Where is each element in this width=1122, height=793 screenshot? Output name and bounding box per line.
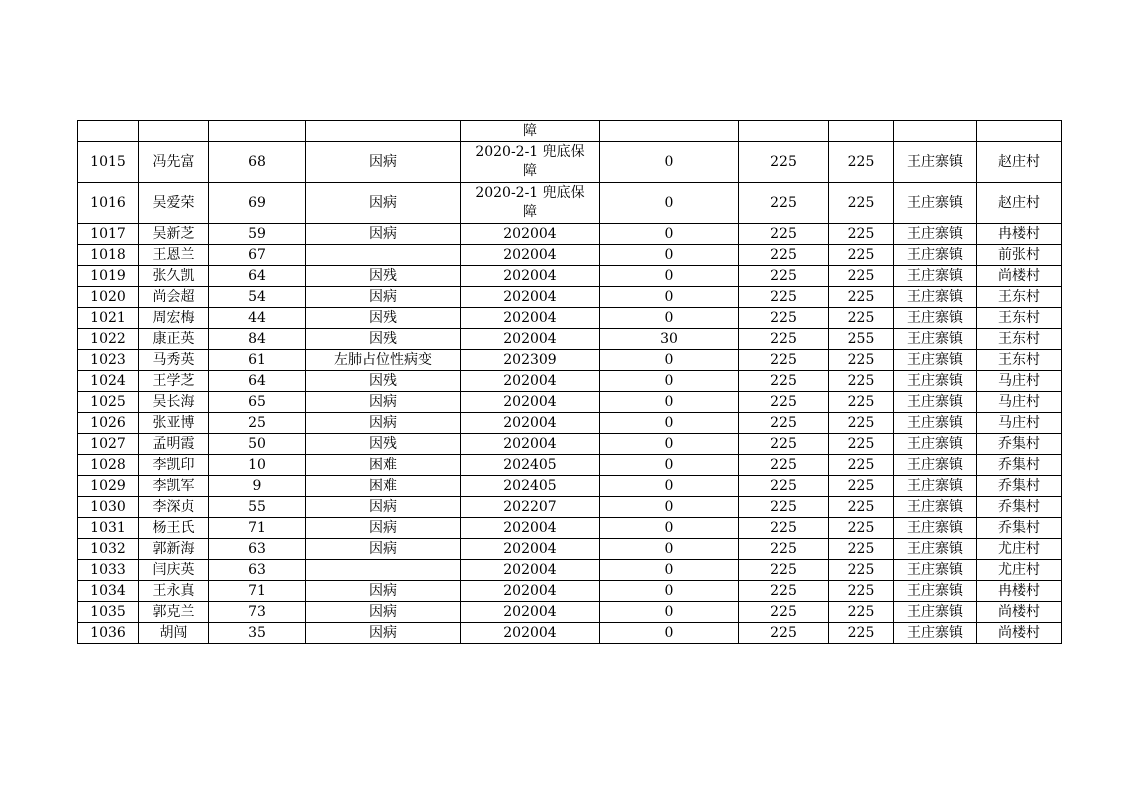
cell-total: 225	[829, 434, 894, 455]
cell-total: 225	[829, 224, 894, 245]
cell-name: 李深贞	[139, 497, 209, 518]
cell-town: 王庄寨镇	[894, 602, 977, 623]
cell-town: 王庄寨镇	[894, 308, 977, 329]
cell-reason	[306, 560, 461, 581]
cell-id: 1035	[78, 602, 139, 623]
cell-name: 马秀英	[139, 350, 209, 371]
cell-start	[461, 183, 600, 224]
cell-name: 王永真	[139, 581, 209, 602]
cell-base: 225	[739, 434, 829, 455]
cell-town: 王庄寨镇	[894, 560, 977, 581]
cell-id: 1024	[78, 371, 139, 392]
cell-village: 冉楼村	[977, 581, 1062, 602]
cell-town: 王庄寨镇	[894, 623, 977, 644]
cell-village: 王东村	[977, 329, 1062, 350]
cell-age: 9	[209, 476, 306, 497]
cell-village: 前张村	[977, 245, 1062, 266]
table-row	[78, 329, 1062, 350]
cell-age: 44	[209, 308, 306, 329]
cell-extra: 0	[600, 183, 739, 224]
table-row	[78, 413, 1062, 434]
cell-start: 202004	[461, 518, 600, 539]
cell-village: 马庄村	[977, 392, 1062, 413]
cell-start: 202004	[461, 287, 600, 308]
cell-reason: 因残	[306, 371, 461, 392]
cell-reason	[306, 245, 461, 266]
cell-reason: 困难	[306, 476, 461, 497]
table-row	[78, 392, 1062, 413]
cell-town: 王庄寨镇	[894, 413, 977, 434]
cell-id: 1019	[78, 266, 139, 287]
cell-extra: 0	[600, 581, 739, 602]
cell-total: 225	[829, 476, 894, 497]
cell-extra: 30	[600, 329, 739, 350]
cell-extra: 0	[600, 350, 739, 371]
cell-town: 王庄寨镇	[894, 434, 977, 455]
cell-extra: 0	[600, 266, 739, 287]
cell-base: 225	[739, 497, 829, 518]
cell-base: 225	[739, 308, 829, 329]
table-row	[78, 623, 1062, 644]
cell-start: 202309	[461, 350, 600, 371]
cell-age: 50	[209, 434, 306, 455]
cell-name: 胡闯	[139, 623, 209, 644]
cell-reason: 因病	[306, 581, 461, 602]
table-row	[78, 142, 1062, 183]
cell-total: 225	[829, 371, 894, 392]
cell-start: 202004	[461, 329, 600, 350]
cell-extra: 0	[600, 434, 739, 455]
cell-base: 225	[739, 623, 829, 644]
cell-village	[977, 121, 1062, 142]
cell-base: 225	[739, 455, 829, 476]
cell-reason: 因残	[306, 308, 461, 329]
cell-age: 63	[209, 560, 306, 581]
cell-reason: 困难	[306, 455, 461, 476]
cell-name: 吴爱荣	[139, 183, 209, 224]
cell-base: 225	[739, 183, 829, 224]
cell-reason: 因病	[306, 539, 461, 560]
cell-total: 225	[829, 623, 894, 644]
cell-name: 孟明霞	[139, 434, 209, 455]
records-table	[77, 120, 1062, 644]
cell-extra: 0	[600, 142, 739, 183]
cell-id: 1023	[78, 350, 139, 371]
cell-extra: 0	[600, 560, 739, 581]
cell-age: 71	[209, 581, 306, 602]
table-row	[78, 287, 1062, 308]
table-row	[78, 434, 1062, 455]
cell-start	[461, 142, 600, 183]
table-row	[78, 497, 1062, 518]
cell-id: 1034	[78, 581, 139, 602]
cell-village: 赵庄村	[977, 142, 1062, 183]
table-row	[78, 581, 1062, 602]
cell-id: 1021	[78, 308, 139, 329]
cell-town: 王庄寨镇	[894, 350, 977, 371]
cell-id: 1036	[78, 623, 139, 644]
cell-text: 2020-2-1 兜底保障	[475, 185, 585, 220]
cell-village: 乔集村	[977, 476, 1062, 497]
cell-start: 202405	[461, 455, 600, 476]
cell-reason: 因病	[306, 623, 461, 644]
cell-age: 84	[209, 329, 306, 350]
cell-reason: 因病	[306, 413, 461, 434]
cell-id: 1028	[78, 455, 139, 476]
cell-start: 202004	[461, 581, 600, 602]
cell-base: 225	[739, 392, 829, 413]
cell-reason: 因残	[306, 329, 461, 350]
cell-town: 王庄寨镇	[894, 518, 977, 539]
cell-name: 郭克兰	[139, 602, 209, 623]
table-row	[78, 371, 1062, 392]
cell-start: 202004	[461, 266, 600, 287]
cell-id: 1018	[78, 245, 139, 266]
cell-id: 1022	[78, 329, 139, 350]
cell-name: 张亚博	[139, 413, 209, 434]
cell-total: 225	[829, 392, 894, 413]
cell-total: 225	[829, 183, 894, 224]
cell-town: 王庄寨镇	[894, 142, 977, 183]
cell-town: 王庄寨镇	[894, 581, 977, 602]
cell-id: 1030	[78, 497, 139, 518]
cell-start: 202004	[461, 434, 600, 455]
cell-village: 马庄村	[977, 413, 1062, 434]
cell-village: 马庄村	[977, 371, 1062, 392]
cell-age: 63	[209, 539, 306, 560]
cell-name	[139, 121, 209, 142]
cell-reason: 因残	[306, 434, 461, 455]
cell-town: 王庄寨镇	[894, 329, 977, 350]
table-row	[78, 518, 1062, 539]
cell-base: 225	[739, 287, 829, 308]
cell-extra: 0	[600, 308, 739, 329]
cell-total: 225	[829, 245, 894, 266]
cell-text: 2020-2-1 兜底保障	[475, 144, 585, 179]
cell-base: 225	[739, 413, 829, 434]
cell-base: 225	[739, 142, 829, 183]
cell-name: 郭新海	[139, 539, 209, 560]
cell-id: 1032	[78, 539, 139, 560]
cell-village: 尤庄村	[977, 539, 1062, 560]
cell-extra: 0	[600, 476, 739, 497]
cell-start: 202004	[461, 245, 600, 266]
cell-reason: 左肺占位性病变	[306, 350, 461, 371]
cell-reason	[306, 121, 461, 142]
table-row	[78, 539, 1062, 560]
cell-reason: 因病	[306, 142, 461, 183]
cell-base: 225	[739, 581, 829, 602]
cell-village: 乔集村	[977, 518, 1062, 539]
cell-town: 王庄寨镇	[894, 455, 977, 476]
cell-start: 202004	[461, 539, 600, 560]
table-row	[78, 224, 1062, 245]
cell-reason: 因病	[306, 497, 461, 518]
cell-age: 64	[209, 266, 306, 287]
cell-start: 202004	[461, 413, 600, 434]
cell-extra: 0	[600, 224, 739, 245]
cell-village: 乔集村	[977, 434, 1062, 455]
table-row	[78, 266, 1062, 287]
table-row	[78, 476, 1062, 497]
cell-reason: 因病	[306, 518, 461, 539]
table-body	[78, 121, 1062, 644]
cell-total: 225	[829, 581, 894, 602]
cell-town: 王庄寨镇	[894, 183, 977, 224]
table-row	[78, 183, 1062, 224]
cell-village: 冉楼村	[977, 224, 1062, 245]
cell-start: 202004	[461, 371, 600, 392]
cell-age: 64	[209, 371, 306, 392]
cell-base: 225	[739, 560, 829, 581]
cell-total: 225	[829, 308, 894, 329]
cell-age: 71	[209, 518, 306, 539]
cell-base: 225	[739, 224, 829, 245]
cell-base: 225	[739, 266, 829, 287]
cell-age: 55	[209, 497, 306, 518]
cell-total: 225	[829, 413, 894, 434]
cell-total: 225	[829, 518, 894, 539]
cell-start: 202004	[461, 308, 600, 329]
cell-village: 乔集村	[977, 497, 1062, 518]
cell-age: 59	[209, 224, 306, 245]
cell-extra: 0	[600, 602, 739, 623]
cell-extra: 0	[600, 392, 739, 413]
table-row	[78, 121, 1062, 142]
cell-start: 202004	[461, 602, 600, 623]
cell-base: 225	[739, 350, 829, 371]
cell-age: 25	[209, 413, 306, 434]
cell-village: 尚楼村	[977, 623, 1062, 644]
cell-town: 王庄寨镇	[894, 476, 977, 497]
cell-reason: 因病	[306, 183, 461, 224]
cell-total: 225	[829, 266, 894, 287]
cell-start: 202004	[461, 623, 600, 644]
cell-id: 1029	[78, 476, 139, 497]
cell-age: 68	[209, 142, 306, 183]
cell-base: 225	[739, 518, 829, 539]
cell-total: 255	[829, 329, 894, 350]
table-row	[78, 455, 1062, 476]
cell-extra: 0	[600, 497, 739, 518]
cell-town: 王庄寨镇	[894, 539, 977, 560]
cell-name: 张久凯	[139, 266, 209, 287]
cell-total: 225	[829, 455, 894, 476]
cell-id: 1025	[78, 392, 139, 413]
cell-age: 35	[209, 623, 306, 644]
cell-name: 李凯军	[139, 476, 209, 497]
cell-age: 67	[209, 245, 306, 266]
cell-town	[894, 121, 977, 142]
cell-extra: 0	[600, 539, 739, 560]
cell-extra: 0	[600, 245, 739, 266]
cell-extra: 0	[600, 455, 739, 476]
cell-reason: 因残	[306, 266, 461, 287]
cell-id: 1015	[78, 142, 139, 183]
cell-total: 225	[829, 350, 894, 371]
cell-start: 202405	[461, 476, 600, 497]
cell-id: 1026	[78, 413, 139, 434]
cell-id: 1017	[78, 224, 139, 245]
cell-name: 冯先富	[139, 142, 209, 183]
table-row	[78, 350, 1062, 371]
cell-total: 225	[829, 560, 894, 581]
cell-total: 225	[829, 539, 894, 560]
cell-age: 54	[209, 287, 306, 308]
cell-reason: 因病	[306, 224, 461, 245]
cell-extra	[600, 121, 739, 142]
cell-town: 王庄寨镇	[894, 245, 977, 266]
cell-village: 尤庄村	[977, 560, 1062, 581]
cell-start: 202207	[461, 497, 600, 518]
cell-extra: 0	[600, 371, 739, 392]
cell-extra: 0	[600, 287, 739, 308]
cell-name: 康正英	[139, 329, 209, 350]
cell-total	[829, 121, 894, 142]
table-row	[78, 560, 1062, 581]
table-row	[78, 602, 1062, 623]
cell-reason: 因病	[306, 392, 461, 413]
cell-id: 1031	[78, 518, 139, 539]
cell-total: 225	[829, 142, 894, 183]
cell-start: 障	[461, 121, 600, 142]
cell-name: 李凯印	[139, 455, 209, 476]
cell-village: 乔集村	[977, 455, 1062, 476]
cell-id: 1020	[78, 287, 139, 308]
cell-village: 王东村	[977, 350, 1062, 371]
cell-town: 王庄寨镇	[894, 392, 977, 413]
cell-id: 1016	[78, 183, 139, 224]
cell-start: 202004	[461, 224, 600, 245]
table-row	[78, 245, 1062, 266]
cell-base: 225	[739, 476, 829, 497]
cell-total: 225	[829, 497, 894, 518]
cell-reason: 因病	[306, 602, 461, 623]
cell-name: 杨王氏	[139, 518, 209, 539]
cell-base: 225	[739, 539, 829, 560]
cell-total: 225	[829, 602, 894, 623]
cell-town: 王庄寨镇	[894, 266, 977, 287]
cell-extra: 0	[600, 518, 739, 539]
cell-extra: 0	[600, 623, 739, 644]
cell-village: 王东村	[977, 308, 1062, 329]
cell-id: 1027	[78, 434, 139, 455]
cell-name: 尚会超	[139, 287, 209, 308]
cell-base: 225	[739, 371, 829, 392]
cell-age: 73	[209, 602, 306, 623]
cell-age: 61	[209, 350, 306, 371]
cell-id	[78, 121, 139, 142]
cell-name: 王恩兰	[139, 245, 209, 266]
cell-start: 202004	[461, 560, 600, 581]
cell-name: 闫庆英	[139, 560, 209, 581]
cell-extra: 0	[600, 413, 739, 434]
cell-base: 225	[739, 245, 829, 266]
cell-name: 吴新芝	[139, 224, 209, 245]
cell-village: 尚楼村	[977, 266, 1062, 287]
cell-town: 王庄寨镇	[894, 371, 977, 392]
cell-total: 225	[829, 287, 894, 308]
cell-age: 65	[209, 392, 306, 413]
cell-age: 69	[209, 183, 306, 224]
cell-name: 周宏梅	[139, 308, 209, 329]
cell-town: 王庄寨镇	[894, 287, 977, 308]
cell-base: 225	[739, 602, 829, 623]
cell-village: 赵庄村	[977, 183, 1062, 224]
cell-town: 王庄寨镇	[894, 224, 977, 245]
cell-base: 225	[739, 329, 829, 350]
cell-village: 尚楼村	[977, 602, 1062, 623]
cell-base	[739, 121, 829, 142]
cell-start: 202004	[461, 392, 600, 413]
cell-id: 1033	[78, 560, 139, 581]
cell-village: 王东村	[977, 287, 1062, 308]
table-row	[78, 308, 1062, 329]
cell-town: 王庄寨镇	[894, 497, 977, 518]
cell-reason: 因病	[306, 287, 461, 308]
cell-name: 吴长海	[139, 392, 209, 413]
cell-name: 王学芝	[139, 371, 209, 392]
cell-age: 10	[209, 455, 306, 476]
cell-age	[209, 121, 306, 142]
